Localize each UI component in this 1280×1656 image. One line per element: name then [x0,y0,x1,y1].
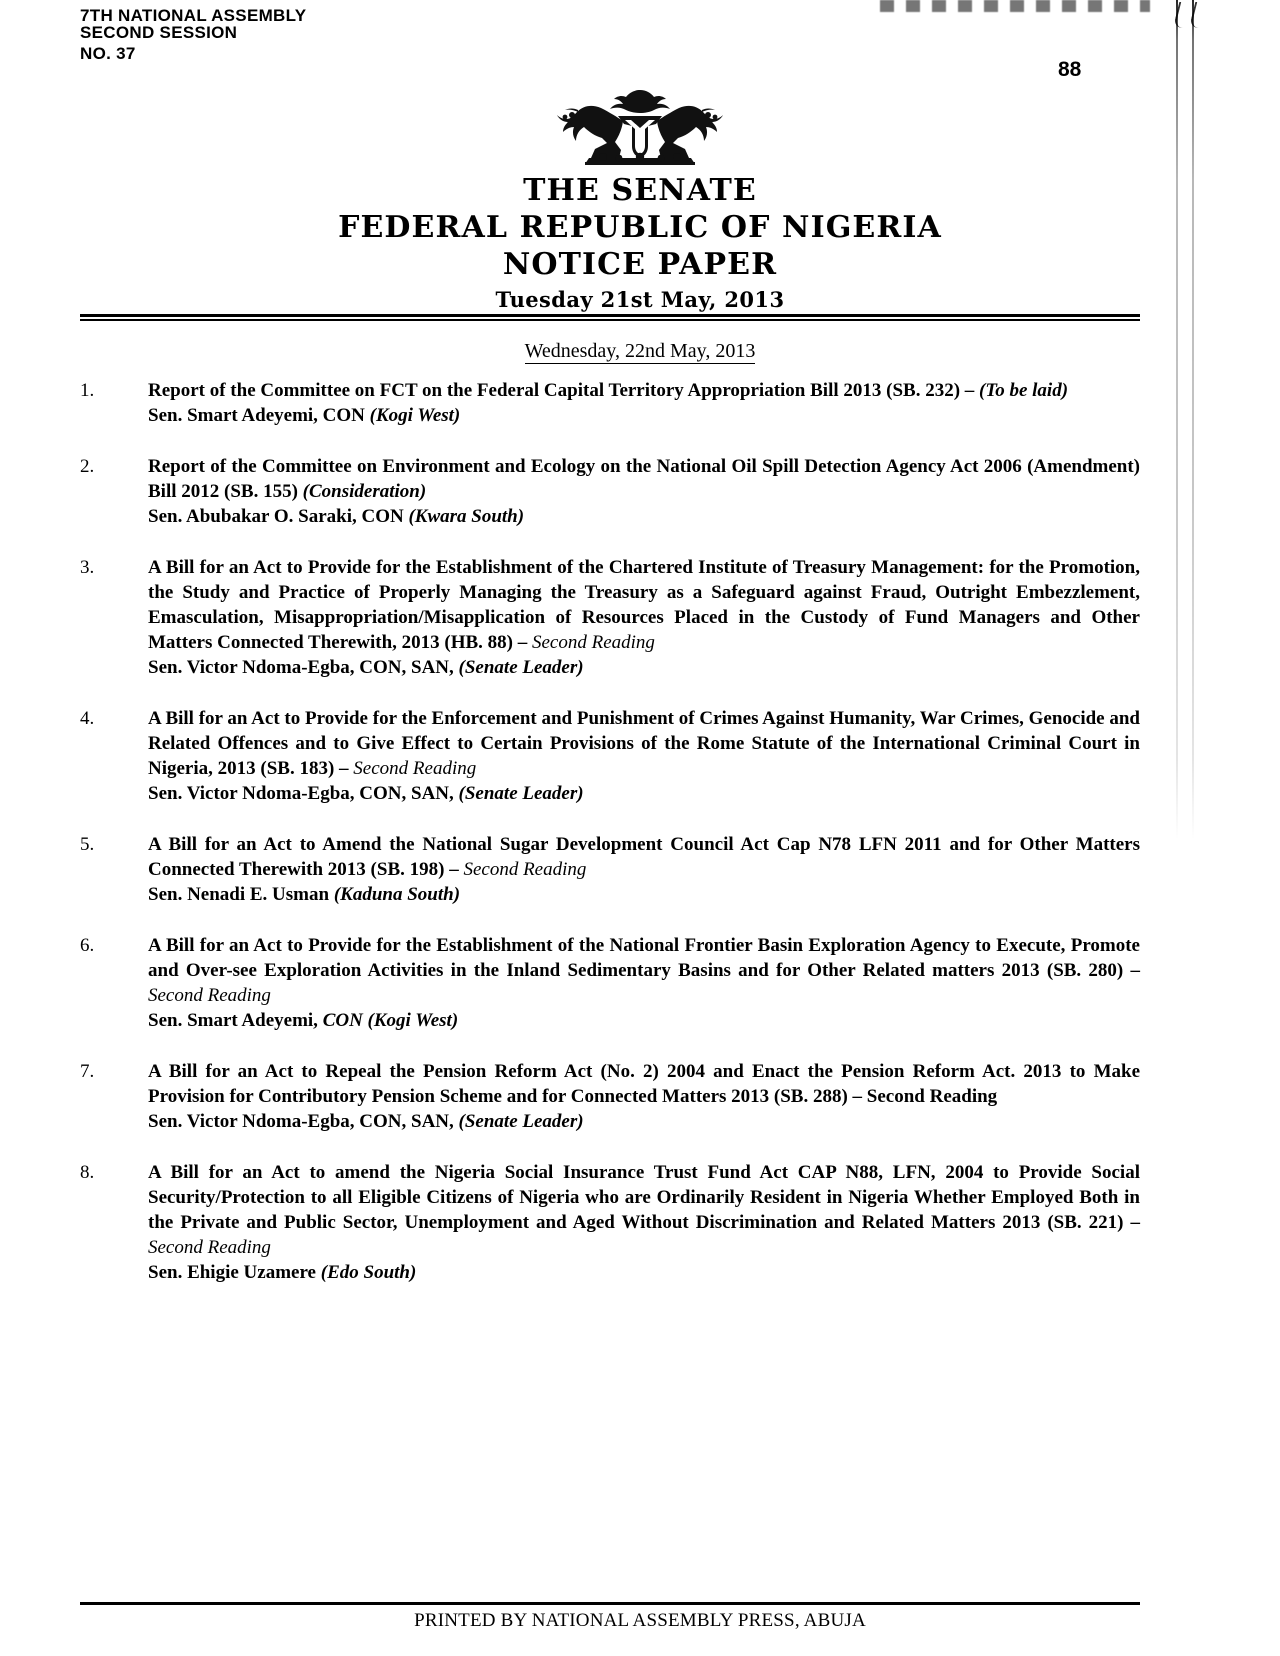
masthead-number: NO. 37 [80,44,136,63]
notice-item-body [148,832,1140,907]
notice-item-number: 8. [80,1162,95,1183]
notice-item-text [148,555,1140,655]
sponsor-constituency: CON (Kogi West) [322,1010,459,1031]
notice-item-reading-stage: Second Reading [148,1237,271,1258]
notice-item-body [148,1059,1140,1134]
scan-artifact-top-smudge [880,0,1150,12]
notice-item-body [148,1160,1140,1285]
notice-item-text [148,378,1140,403]
notice-item-sponsor [148,781,1140,806]
sitting-date-text: Wednesday, 22nd May, 2013 [524,340,756,362]
notice-item-text-main: A Bill for an Act to Amend the National Sugar Development Council Act Cap N78 LFN 2011 and for Other Matters Connected Therewith 2013 (SB. 198) – [148,834,1140,880]
notice-items-list [80,378,1140,1311]
notice-item [80,933,1140,1033]
notice-item-sponsor [148,504,1140,529]
notice-item-number: 4. [80,708,95,729]
sponsor-constituency: (Kaduna South) [333,884,461,905]
notice-item-text-main: A Bill for an Act to Provide for the Establishment of the National Frontier Basin Exploration Agency to Execute, Promote and Over-see Exploration Activities in the Inland Sedimentary Basins and for Other Related matters 2013 (SB. 280) – [148,935,1140,981]
sponsor-name: Sen. Ehigie Uzamere [148,1262,321,1283]
notice-item [80,1059,1140,1134]
notice-item [80,1160,1140,1285]
notice-item-text [148,832,1140,882]
notice-item-number: 7. [80,1061,95,1082]
title-federal-republic: FEDERAL REPUBLIC OF NIGERIA [338,210,942,245]
notice-item-reading-stage: Second Reading [532,632,655,653]
notice-item-text-main: Report of the Committee on FCT on the Federal Capital Territory Appropriation Bill 2013 (SB. 232) – [148,380,980,401]
notice-item-number: 1. [80,380,95,401]
masthead [80,8,306,64]
notice-item [80,378,1140,428]
sponsor-name: Sen. Smart Adeyemi, CON [148,405,370,426]
notice-item-status-note: (Consideration) [302,481,427,502]
notice-item-reading-stage: Second Reading [463,859,587,880]
notice-item-number: 3. [80,557,95,578]
notice-item-body [148,378,1140,428]
notice-item-number: 5. [80,834,95,855]
title-the-senate: THE SENATE [523,173,757,208]
sitting-date [0,340,1280,363]
notice-item-text-main: A Bill for an Act to Provide for the Enforcement and Punishment of Crimes Against Humanity, War Crimes, Genocide and Related Offences and to Give Effect to Certain Provisions of the Rome Statute of the International Criminal Court in Nigeria, 2013 (SB. 183) – [148,708,1140,779]
notice-item-status-note: (To be laid) [979,380,1069,401]
coat-of-arms-icon [0,88,1280,166]
notice-item-text [148,706,1140,781]
notice-item-reading-stage: Second Reading [353,758,477,779]
sponsor-name: Sen. Nenadi E. Usman [148,884,334,905]
notice-item-text [148,454,1140,504]
notice-item [80,832,1140,907]
notice-item-reading-stage: Second Reading [148,985,271,1006]
notice-item [80,706,1140,806]
sponsor-constituency: (Kogi West) [369,405,461,426]
notice-item-text-main: A Bill for an Act to Provide for the Establishment of the Chartered Institute of Treasury Management: for the Promotion, the Study and Practice of Properly Managing the Treasury as a Safeguard against Fraud, Outright Embezzlement, Emasculation, Misappropriation/Misapplication of Resources Placed in the Custody of Fund Managers and Other Matters Connected Therewith, 2013 (HB. 88) – [148,557,1140,653]
sponsor-name: Sen. Victor Ndoma-Egba, CON, SAN, [148,783,459,804]
page-number: 88 [1058,58,1082,81]
notice-item-body [148,933,1140,1033]
notice-item-number: 6. [80,935,95,956]
title-issue-date: Tuesday 21st May, 2013 [495,287,785,312]
notice-item-text-main: Report of the Committee on Environment and Ecology on the National Oil Spill Detection Agency Act 2006 (Amendment) Bill 2012 (SB. 155) [148,456,1140,502]
notice-item-sponsor [148,1109,1140,1134]
sponsor-constituency: (Kwara South) [408,506,525,527]
notice-item-body [148,555,1140,680]
notice-item-body [148,706,1140,806]
masthead-session: SECOND SESSION [80,23,238,42]
footer-divider [80,1602,1140,1605]
document-title-block [0,172,1280,314]
sponsor-name: Sen. Abubakar O. Saraki, CON [148,506,409,527]
notice-item-number: 2. [80,456,95,477]
notice-item-sponsor [148,882,1140,907]
notice-item [80,555,1140,680]
notice-item-sponsor [148,1008,1140,1033]
sponsor-constituency: (Edo South) [320,1262,417,1283]
sponsor-constituency: (Senate Leader) [458,1111,584,1132]
notice-item-body [148,454,1140,529]
notice-item-text-main: A Bill for an Act to Repeal the Pension Reform Act (No. 2) 2004 and Enact the Pension Reform Act. 2013 to Make Provision for Contributory Pension Scheme and for Connected Matters 2013 (SB. 288) – Second Reading [148,1061,1140,1107]
sponsor-constituency: (Senate Leader) [458,657,584,678]
title-notice-paper: NOTICE PAPER [502,247,778,282]
header-divider [80,314,1140,321]
notice-item-text [148,1160,1140,1260]
sponsor-name: Sen. Victor Ndoma-Egba, CON, SAN, [148,1111,459,1132]
sponsor-name: Sen. Smart Adeyemi, [148,1010,323,1031]
notice-item [80,454,1140,529]
sponsor-name: Sen. Victor Ndoma-Egba, CON, SAN, [148,657,459,678]
notice-item-text-main: A Bill for an Act to amend the Nigeria Social Insurance Trust Fund Act CAP N88, LFN, 2004 to Provide Social Security/Protection to all Eligible Citizens of Nigeria who are Ordinarily Resident in Nigeria Whether Employed Both in the Private and Public Sector, Unemployment and Aged Without Discrimination and Related Matters 2013 (SB. 221) – [148,1162,1140,1233]
notice-item-sponsor [148,1260,1140,1285]
footer-print-credit: PRINTED BY NATIONAL ASSEMBLY PRESS, ABUJA [414,1610,866,1631]
notice-item-sponsor [148,403,1140,428]
notice-item-sponsor [148,655,1140,680]
masthead-assembly: 7TH NATIONAL ASSEMBLY [80,6,307,22]
notice-item-text [148,1059,1140,1109]
sponsor-constituency: (Senate Leader) [458,783,584,804]
notice-item-text [148,933,1140,1008]
